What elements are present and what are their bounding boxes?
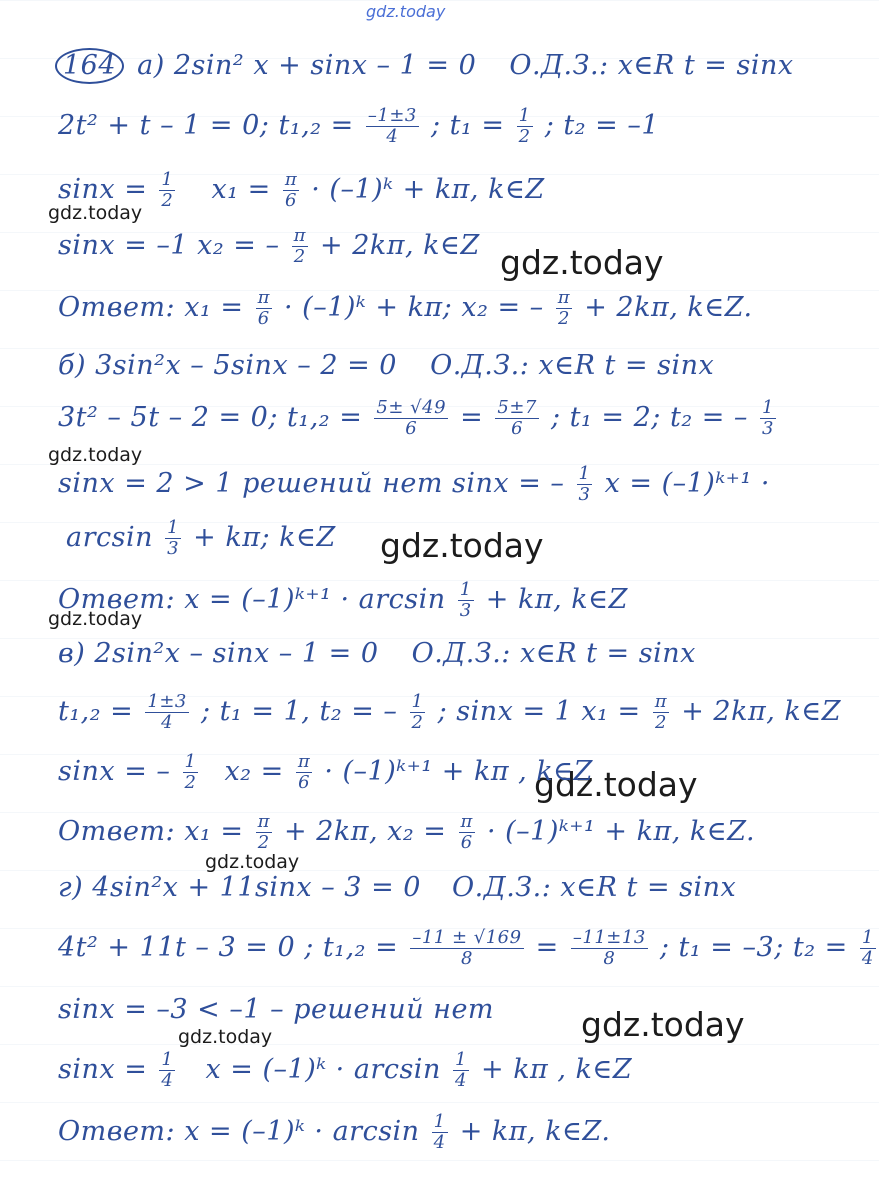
fraction: [495, 398, 539, 439]
fraction-denominator: 4: [861, 948, 874, 969]
part-c-odz: О.Д.З.: x∈R t = sinx: [411, 638, 696, 669]
part-c-header: [58, 638, 696, 669]
fraction-numerator: 1: [518, 105, 531, 126]
fraction: [459, 812, 475, 853]
fraction-denominator: 2: [184, 772, 197, 793]
fraction-numerator: π: [297, 751, 311, 772]
fraction: [159, 170, 175, 211]
fraction-denominator: 4: [161, 712, 174, 733]
fraction-denominator: 6: [257, 308, 270, 329]
part-a-case2: sinx = –1 x₂ = – $\frac{\pi}{2}$ + 2kπ, k∈Z: [58, 225, 480, 267]
fraction-denominator: 4: [161, 1070, 174, 1091]
watermark: gdz.today: [48, 444, 143, 466]
part-d-quadratic: 4t² + 11t – 3 = 0 ; t₁,₂ = $\frac{-11 \pm √169}{8}$ = $\frac{-11\pm 13}{8}$ ; t₁ = –3; t₂ = $\frac{1}{4}$: [58, 927, 874, 969]
watermark: gdz.today: [205, 851, 300, 873]
part-d-header: [58, 872, 736, 903]
fraction: [860, 928, 876, 969]
fraction-denominator: 4: [386, 126, 399, 147]
fraction-denominator: 3: [578, 484, 591, 505]
part-a-quadratic: 2t² + t – 1 = 0; t₁,₂ = $\frac{-1\pm 3}{4}$ ; t₁ = $\frac{1}{2}$ ; t₂ = –1: [58, 105, 660, 147]
part-b-odz: О.Д.З.: x∈R t = sinx: [430, 350, 715, 381]
fraction-denominator: 8: [460, 948, 473, 969]
fraction-denominator: 2: [257, 832, 270, 853]
fraction-numerator: 1: [578, 463, 591, 484]
fraction-numerator: 1±3: [147, 691, 187, 712]
fraction: [296, 752, 312, 793]
fraction: [432, 1112, 448, 1153]
part-b-case1: sinx = 2 > 1 решений нет sinx = – $\frac{1}{3}$ x = (–1)ᵏ⁺¹ ·: [58, 463, 770, 505]
fraction: [653, 692, 669, 733]
fraction: [366, 106, 419, 147]
watermark: gdz.today: [178, 1026, 273, 1048]
watermark: gdz.today: [581, 1005, 745, 1044]
part-d-case2: sinx = $\frac{1}{4}$ x = (–1)ᵏ · arcsin $\frac{1}{4}$ + kπ , k∈Z: [58, 1049, 633, 1091]
fraction-numerator: π: [557, 287, 571, 308]
fraction-denominator: 2: [518, 126, 531, 147]
fraction-numerator: 5± √49: [376, 397, 447, 418]
fraction-denominator: 2: [411, 712, 424, 733]
fraction-denominator: 2: [654, 712, 667, 733]
fraction: [556, 288, 572, 329]
fraction-denominator: 3: [762, 418, 774, 439]
part-a-equation: 2sin² x + sinx – 1 = 0: [173, 50, 477, 81]
fraction-denominator: 2: [161, 190, 174, 211]
problem-number: 164: [55, 48, 124, 84]
fraction-numerator: π: [257, 287, 270, 308]
watermark: gdz.today: [500, 243, 664, 282]
fraction-numerator: 1: [161, 1049, 174, 1070]
part-b-arcsin: arcsin $\frac{1}{3}$ + kπ; k∈Z: [66, 517, 336, 559]
fraction: [165, 518, 181, 559]
fraction: [159, 1050, 175, 1091]
part-a-odz: О.Д.З.: x∈R t = sinx: [509, 50, 794, 81]
fraction: [410, 928, 523, 969]
fraction-numerator: 1: [454, 1049, 467, 1070]
fraction-numerator: 1: [861, 927, 874, 948]
part-b-answer: Ответ: x = (–1)ᵏ⁺¹ · arcsin $\frac{1}{3}$ + kπ, k∈Z: [58, 579, 628, 621]
fraction-numerator: 1: [411, 691, 424, 712]
fraction-numerator: –1±3: [367, 105, 417, 126]
part-c-label: в): [58, 638, 86, 669]
fraction-numerator: 5±7: [497, 397, 537, 418]
fraction: [145, 692, 189, 733]
fraction: [453, 1050, 469, 1091]
part-a-case1: sinx = $\frac{1}{2}$ x₁ = $\frac{\pi}{6}$ · (–1)ᵏ + kπ, k∈Z: [58, 169, 545, 211]
fraction-numerator: π: [257, 811, 270, 832]
fraction: [458, 580, 474, 621]
fraction: [571, 928, 648, 969]
part-c-answer: Ответ: x₁ = $\frac{\pi}{2}$ + 2kπ, x₂ = $\frac{\pi}{6}$ · (–1)ᵏ⁺¹ + kπ, k∈Z.: [58, 811, 756, 853]
fraction: [760, 398, 776, 439]
fraction-numerator: –11 ± √169: [412, 927, 522, 948]
fraction: [410, 692, 426, 733]
part-d-answer: Ответ: x = (–1)ᵏ · arcsin $\frac{1}{4}$ + kπ, k∈Z.: [58, 1111, 611, 1153]
part-b-quadratic: 3t² – 5t – 2 = 0; t₁,₂ = $\frac{5\pm √49}{6}$ = $\frac{5\pm 7}{6}$ ; t₁ = 2; t₂ = – $\frac{1}{3}$: [58, 397, 774, 439]
watermark-top: gdz.today: [366, 2, 446, 21]
part-d-case1: sinx = –3 < –1 – решений нет: [58, 994, 495, 1025]
fraction-numerator: π: [293, 225, 306, 246]
part-a-label: а): [137, 50, 165, 81]
fraction: [283, 170, 299, 211]
fraction: [292, 226, 308, 267]
fraction: [256, 288, 272, 329]
fraction-denominator: 8: [603, 948, 616, 969]
fraction: [256, 812, 272, 853]
part-a-header: [55, 48, 794, 84]
fraction-denominator: 2: [557, 308, 570, 329]
fraction-numerator: 1: [167, 517, 180, 538]
fraction: [374, 398, 448, 439]
part-d-equation: 4sin²x + 11sinx – 3 = 0: [92, 872, 421, 903]
watermark: gdz.today: [534, 765, 698, 804]
part-c-case2: sinx = – $\frac{1}{2}$ x₂ = $\frac{\pi}{6}$ · (–1)ᵏ⁺¹ + kπ , k∈Z: [58, 751, 593, 793]
fraction: [183, 752, 199, 793]
fraction-denominator: 6: [460, 832, 473, 853]
fraction-numerator: 1: [184, 751, 197, 772]
fraction: [577, 464, 593, 505]
part-c-roots: t₁,₂ = $\frac{1\pm 3}{4}$ ; t₁ = 1, t₂ = – $\frac{1}{2}$ ; sinx = 1 x₁ = $\frac{\pi}{2}$ + 2kπ, k∈Z: [58, 691, 841, 733]
fraction: [517, 106, 533, 147]
fraction-denominator: 4: [454, 1070, 467, 1091]
watermark: gdz.today: [380, 526, 544, 565]
fraction-numerator: π: [460, 811, 473, 832]
part-d-label: г): [58, 872, 84, 903]
fraction-denominator: 3: [459, 600, 472, 621]
fraction-denominator: 3: [167, 538, 180, 559]
fraction-numerator: 1: [433, 1111, 446, 1132]
part-b-equation: 3sin²x – 5sinx – 2 = 0: [95, 350, 397, 381]
fraction-numerator: –11±13: [572, 927, 646, 948]
watermark: gdz.today: [48, 608, 143, 630]
fraction-denominator: 4: [433, 1132, 446, 1153]
fraction-denominator: 6: [298, 772, 311, 793]
fraction-denominator: 6: [285, 190, 297, 211]
part-c-equation: 2sin²x – sinx – 1 = 0: [94, 638, 379, 669]
fraction-numerator: 1: [762, 397, 774, 418]
fraction-denominator: 6: [405, 418, 418, 439]
part-b-header: [58, 350, 714, 381]
fraction-numerator: π: [654, 691, 668, 712]
part-d-odz: О.Д.З.: x∈R t = sinx: [452, 872, 737, 903]
fraction-denominator: 2: [293, 246, 306, 267]
fraction-denominator: 6: [511, 418, 524, 439]
fraction-numerator: 1: [459, 579, 472, 600]
fraction-numerator: 1: [161, 169, 174, 190]
part-b-label: б): [58, 350, 87, 381]
fraction-numerator: π: [284, 169, 298, 190]
watermark: gdz.today: [48, 202, 143, 224]
part-a-answer: Ответ: x₁ = $\frac{\pi}{6}$ · (–1)ᵏ + kπ; x₂ = – $\frac{\pi}{2}$ + 2kπ, k∈Z.: [58, 287, 753, 329]
